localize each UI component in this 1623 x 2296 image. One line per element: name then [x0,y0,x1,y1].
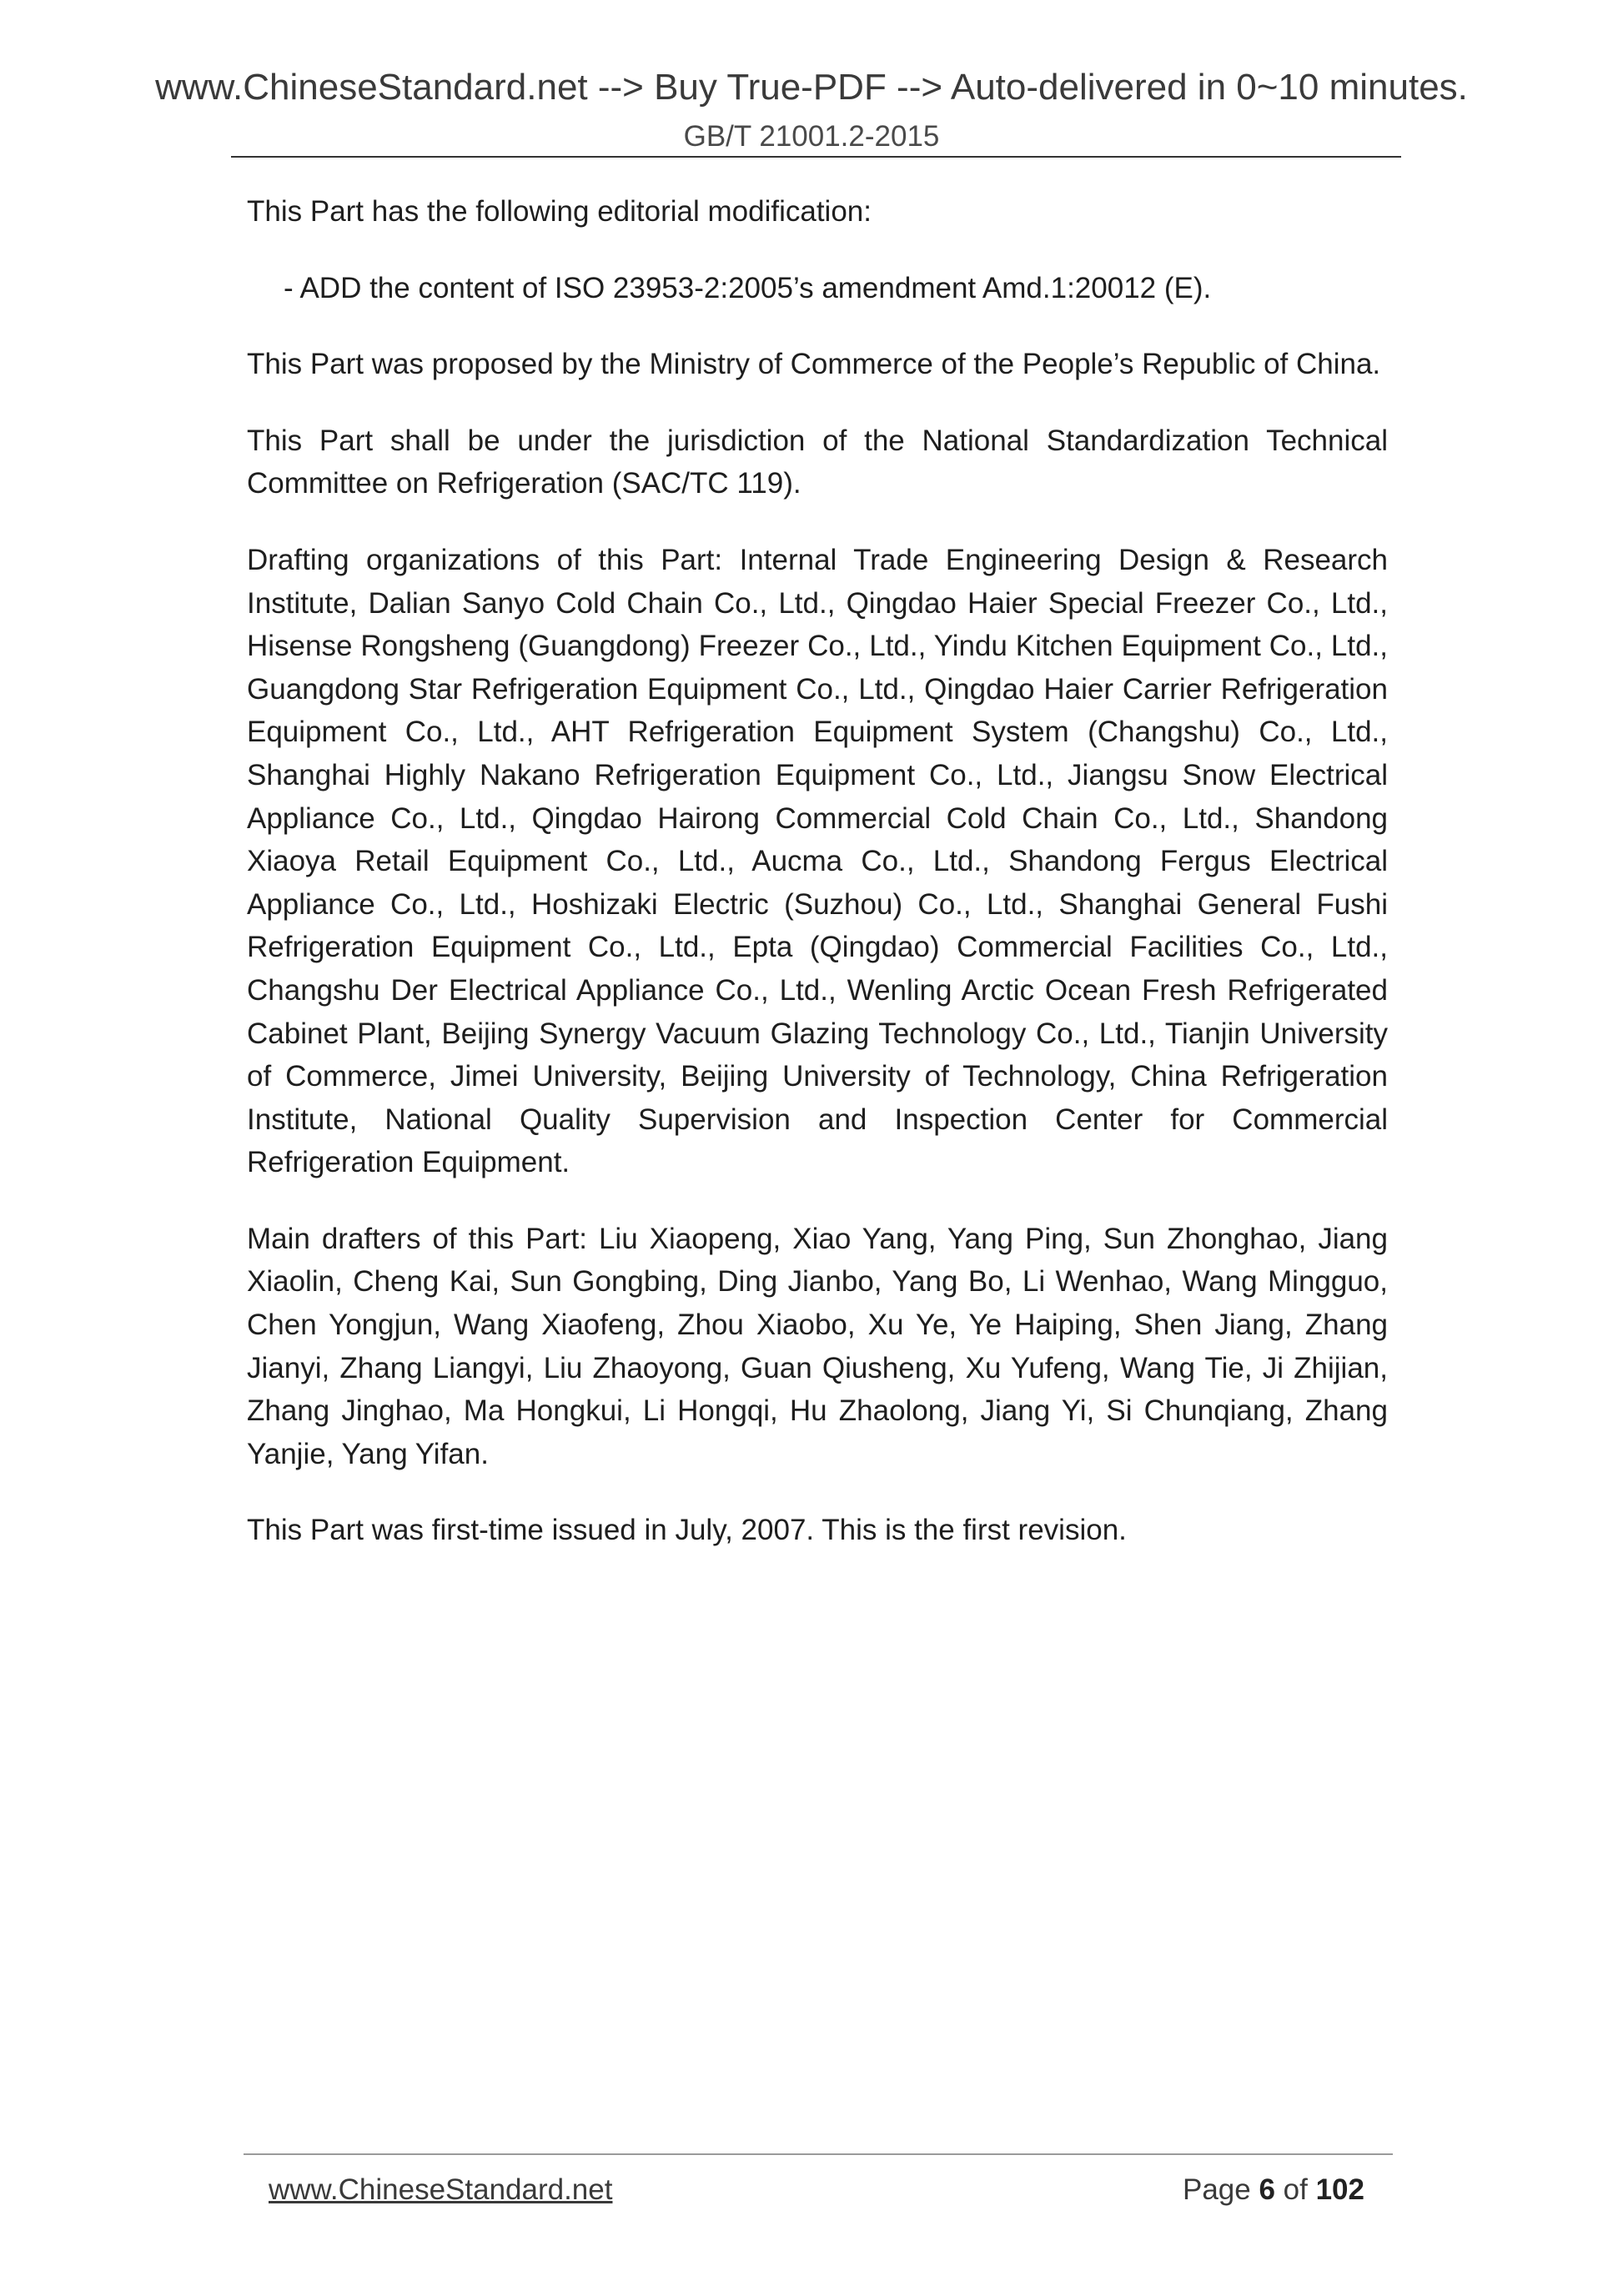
paragraph-proposed-by: This Part was proposed by the Ministry of Commerce of the People’s Republic of China. [247,348,1381,381]
page-total: 102 [1315,2173,1364,2206]
paragraph-issue-history: This Part was first-time issued in July, 2007. This is the first revision. [247,1514,1127,1547]
page-current: 6 [1259,2173,1275,2206]
paragraph-editorial-modification: This Part has the following editorial modification: [247,195,872,228]
footer-site-link[interactable]: www.ChineseStandard.net [269,2173,613,2206]
footer-divider [244,2153,1393,2155]
page-number [1183,2172,1364,2208]
paragraph-drafting-organizations: Drafting organizations of this Part: Internal Trade Engineering Design & Research Institute, Dalian Sanyo Cold Chain Co., Ltd., Qingdao Haier Special Freezer Co., Ltd., Hisense Rongsheng (Guangdong) Freezer Co., Ltd., Yindu Kitchen Equipment Co., Ltd., Guangdong Star Refrigeration Equipment Co., Ltd., Qingdao Haier Carrier Refrigeration Equipment Co., Ltd., AHT Refrigeration Equipment System (Changshu) Co., Ltd., Shanghai Highly Nakano Refrigeration Equipment Co., Ltd., Jiangsu Snow Electrical Appliance Co., Ltd., Qingdao Hairong Commercial Cold Chain Co., Ltd., Shandong Xiaoya Retail Equipment Co., Ltd., Aucma Co., Ltd., Shandong Fergus Electrical Appliance Co., Ltd., Hoshizaki Electric (Suzhou) Co., Ltd., Shanghai General Fushi Refrigeration Equipment Co., Ltd., Epta (Qingdao) Commercial Facilities Co., Ltd., Changshu Der Electrical Appliance Co., Ltd., Wenling Arctic Ocean Fresh Refrigerated Cabinet Plant, Beijing Synergy Vacuum Glazing Technology Co., Ltd., Tianjin University of Commerce, Jimei University, Beijing University of Technology, China Refrigeration Institute, National Quality Supervision and Inspection Center for Commercial Refrigeration Equipment. [247,543,1388,1179]
standard-code: GB/T 21001.2-2015 [683,120,940,153]
page-prefix: Page [1182,2173,1251,2206]
page-separator: of [1283,2173,1308,2206]
paragraph-jurisdiction: This Part shall be under the jurisdiction of the National Standardization Technical Committee on Refrigeration (SAC/TC 119). [247,424,1388,500]
list-item-amendment: - ADD the content of ISO 23953-2:2005’s amendment Amd.1:20012 (E). [284,271,1212,304]
document-body [247,190,1388,1585]
header-banner: www.ChineseStandard.net --> Buy True-PDF --> Auto-delivered in 0~10 minutes. [155,67,1468,108]
paragraph-main-drafters: Main drafters of this Part: Liu Xiaopeng, Xiao Yang, Yang Ping, Sun Zhonghao, Jiang Xiaolin, Cheng Kai, Sun Gongbing, Ding Jianbo, Yang Bo, Li Wenhao, Wang Mingguo, Chen Yongjun, Wang Xiaofeng, Zhou Xiaobo, Xu Ye, Ye Haiping, Shen Jiang, Zhang Jianyi, Zhang Liangyi, Liu Zhaoyong, Guan Qiusheng, Xu Yufeng, Wang Tie, Ji Zhijian, Zhang Jinghao, Ma Hongkui, Li Hongqi, Hu Zhaolong, Jiang Yi, Si Chunqiang, Zhang Yanjie, Yang Yifan. [247,1222,1388,1470]
header-divider [231,156,1401,158]
